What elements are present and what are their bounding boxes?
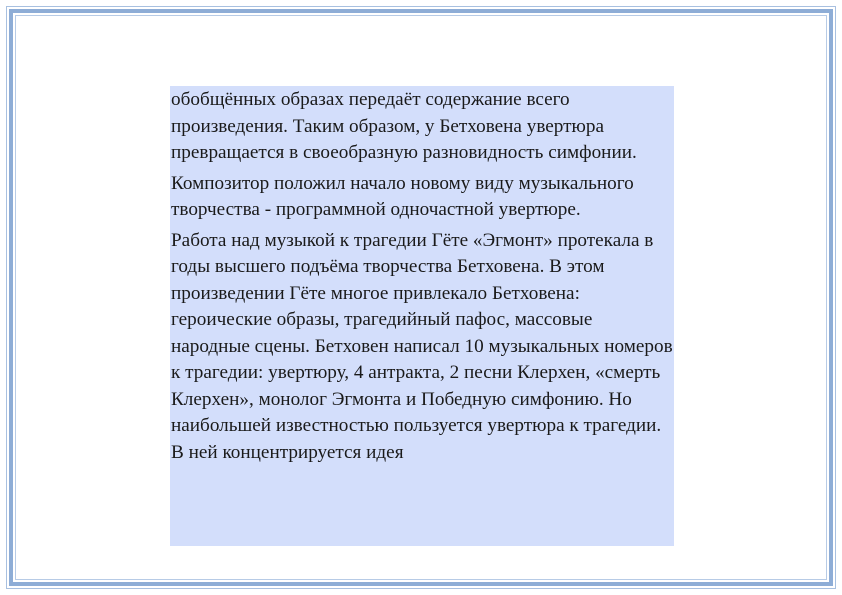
paragraph-2: Композитор положил начало новому виду музыкального творчества - программной одночастной увертюре. xyxy=(171,172,634,220)
paragraph-3: Работа над музыкой к трагедии Гёте «Эгмонт» протекала в годы высшего подъёма творчества Бетховена. В этом произведении Гёте многое привлекало Бетховена: героические образы, трагедийный пафос, массовые народные сцены. Бетховен написал 10 музыкальных номеров к трагедии: увертюру, 4 антракта, 2 песни Клерхен, «смерть Клерхен», монолог Эгмонта и Победную симфонию. Но наибольшей известностью пользуется увертюра к трагедии. В ней концентрируется идея xyxy=(171,229,673,463)
text-block xyxy=(170,86,674,546)
paragraph-1: обобщённых образах передаёт содержание всего произведения. Таким образом, у Бетховена увертюра превращается в своеобразную разновидность симфонии. xyxy=(171,89,637,163)
